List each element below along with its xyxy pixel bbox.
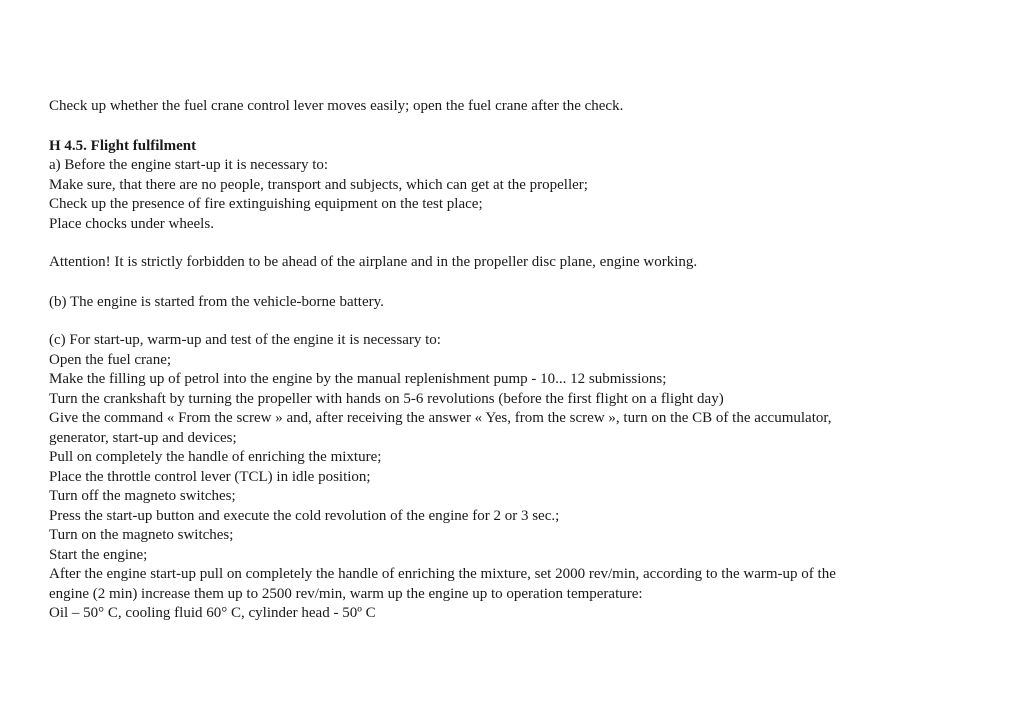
part-c-item: generator, start-up and devices; (49, 429, 237, 446)
part-a-item: Place chocks under wheels. (49, 215, 214, 232)
part-c-item: Make the filling up of petrol into the engine by the manual replenishment pump - 10... 12 submissions; (49, 371, 667, 387)
section-heading: H 4.5. Flight fulfilment (49, 137, 197, 154)
part-c-item: engine (2 min) increase them up to 2500 rev/min, warm up the engine up to operation temperature: (49, 585, 643, 602)
part-c-item: Turn on the magneto switches; (49, 527, 234, 543)
attention-paragraph: Attention! It is strictly forbidden to be ahead of the airplane and in the propeller disc plane, engine working. (49, 254, 698, 270)
part-c-item: After the engine start-up pull on completely the handle of enriching the mixture, set 2000 rev/min, according to the warm-up of the (49, 566, 836, 582)
part-c-lead: (c) For start-up, warm-up and test of the engine it is necessary to: (49, 332, 441, 348)
part-c-item: Give the command « From the screw » and, after receiving the answer « Yes, from the screw », turn on the CB of the accumulator, (49, 410, 832, 426)
part-c-item: Turn the crankshaft by turning the propeller with hands on 5-6 revolutions (before the first flight on a flight day) (49, 390, 724, 407)
part-c-item: Start the engine; (49, 546, 148, 563)
part-c-item: Place the throttle control lever (TCL) in idle position; (49, 468, 371, 485)
part-c-item: Turn off the magneto switches; (49, 488, 236, 504)
part-a-lead: a) Before the engine start-up it is necessary to: (49, 157, 329, 173)
part-c-item: Open the fuel crane; (49, 351, 172, 368)
part-c-block (49, 331, 979, 624)
section-h4-5 (49, 137, 979, 235)
part-a-item: Make sure, that there are no people, transport and subjects, which can get at the propeller; (49, 176, 588, 193)
part-c-item: Press the start-up button and execute the cold revolution of the engine for 2 or 3 sec.; (49, 507, 560, 524)
part-c-item: Pull on completely the handle of enriching the mixture; (49, 449, 382, 465)
document-page (49, 97, 979, 624)
part-c-item: Oil – 50° C, cooling fluid 60° C, cylinder head - 50º C (49, 605, 376, 621)
intro-paragraph: Check up whether the fuel crane control lever moves easily; open the fuel crane after the check. (49, 98, 624, 114)
part-a-item: Check up the presence of fire extinguishing equipment on the test place; (49, 196, 483, 212)
part-b-paragraph: (b) The engine is started from the vehicle-borne battery. (49, 293, 384, 310)
